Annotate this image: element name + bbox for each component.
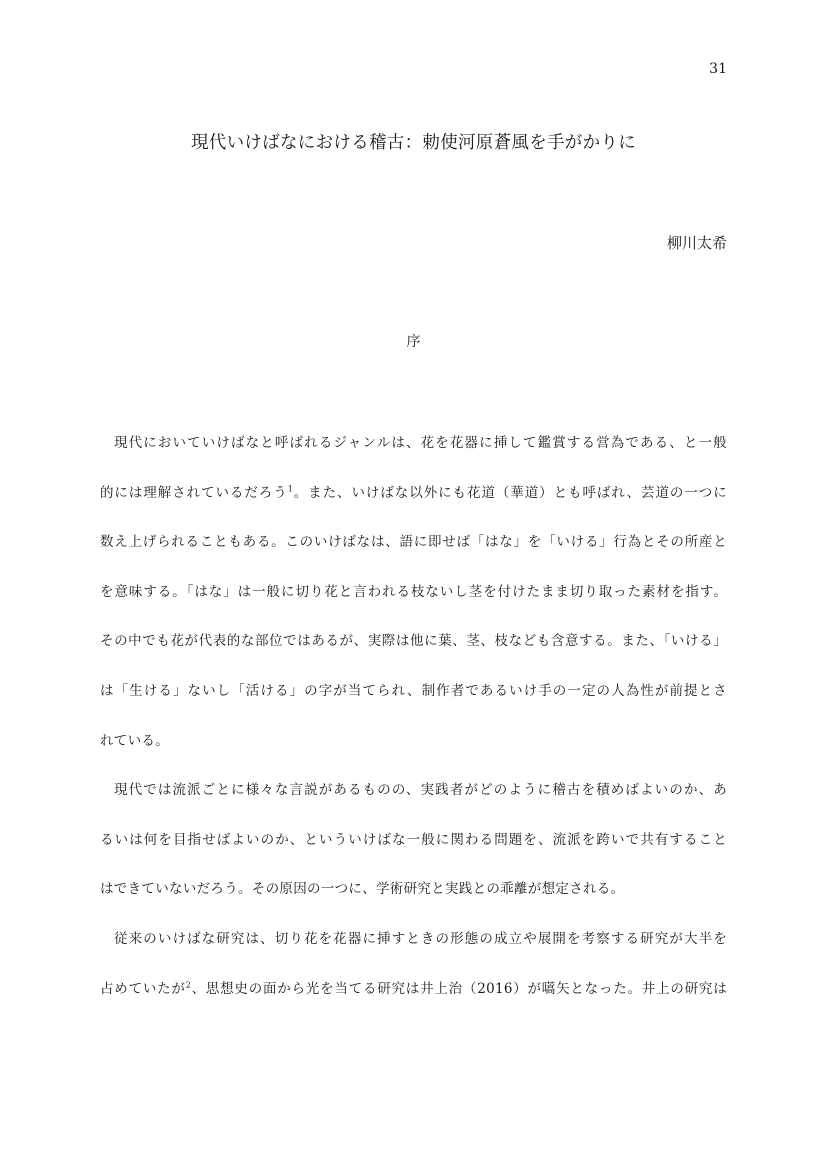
paragraph-line: 現代では流派ごとに様々な言説があるものの、実践者がどのように稽古を積めばよいのか、あ — [114, 782, 727, 799]
section-heading: 序 — [406, 334, 421, 350]
paragraph-line: は「生ける」ないし「活ける」の字が当てられ、制作者であるいけ手の一定の人為性が前提とさ — [100, 682, 727, 699]
paragraph-line: れている。 — [100, 732, 169, 749]
paragraph-line: を意味する。「はな」は一般に切り花と言われる枝ないし茎を付けたまま切り取った素材を指す。 — [100, 583, 727, 600]
body-text — [100, 419, 727, 1014]
paragraph-line — [100, 965, 727, 1015]
line-text: 的には理解されているだろう — [100, 484, 288, 501]
paragraph-line — [100, 469, 727, 519]
paragraph-line: 現代においていけばなと呼ばれるジャンルは、花を花器に挿して鑑賞する営為である、と一般 — [114, 435, 727, 451]
paragraph-line: 数え上げられることもある。このいけばなは、語に即せば「はな」を「いける」行為とその所産と — [100, 534, 727, 551]
paragraph-line: はできていないだろう。その原因の一つに、学術研究と実践との乖離が想定される。 — [100, 881, 625, 898]
paper-title: 現代いけばなにおける稽古：勅使河原蒼風を手がかりに — [191, 133, 636, 153]
footnote-marker[interactable]: 2 — [185, 980, 192, 990]
paragraph-line: その中でも花が代表的な部位ではあるが、実際は他に葉、茎、枝なども含意する。また、「いける」 — [100, 633, 727, 650]
page-number: 31 — [709, 61, 727, 77]
paragraph-line: 従来のいけばな研究は、切り花を花器に挿すときの形態の成立や展開を考察する研究が大半を — [114, 930, 727, 947]
line-text: 。また、いけばな以外にも花道（華道）とも呼ばれ、芸道の一つに — [293, 484, 727, 501]
line-text: 、思想史の面から光を当てる研究は井上治（2016）が嚆矢となった。井上の研究は — [191, 980, 727, 997]
paragraph-line: るいは何を目指せばよいのか、といういけばな一般に関わる問題を、流派を跨いで共有すること — [100, 831, 727, 848]
footnote-marker[interactable]: 1 — [287, 484, 294, 494]
line-text: 占めていたが — [100, 980, 186, 997]
author-name: 柳川太希 — [666, 234, 727, 252]
